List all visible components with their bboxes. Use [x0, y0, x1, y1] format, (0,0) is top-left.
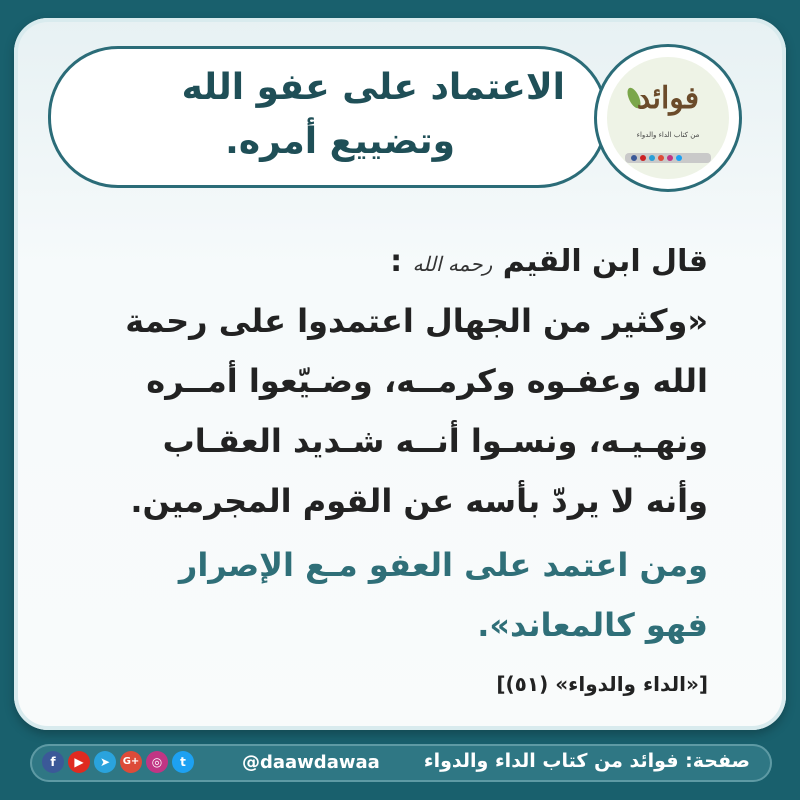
logo	[594, 44, 742, 192]
footer-bar	[30, 744, 772, 782]
social-handle[interactable]: @daawdawaa	[242, 752, 380, 773]
quote-line-2: الله وعفـوه وكرمــه، وضـيّعوا أمــره	[146, 362, 708, 400]
twitter-icon[interactable]: t	[172, 751, 194, 773]
honorific: رحمه الله	[412, 252, 493, 276]
quote-intro-colon: :	[390, 244, 403, 279]
quote-intro-text: قال ابن القيم	[502, 244, 708, 279]
title-line-2: وتضييع أمره.	[225, 121, 455, 162]
telegram-icon[interactable]: ➤	[94, 751, 116, 773]
logo-word: فوائد	[636, 81, 700, 116]
google-plus-icon[interactable]: G+	[120, 751, 142, 773]
footer-page-title: صفحة: فوائد من كتاب الداء والدواء	[423, 750, 750, 772]
logo-subtitle: من كتاب الداء والدواء	[636, 131, 700, 139]
quote-intro	[68, 244, 708, 279]
title-banner	[48, 46, 608, 188]
quote-line-4: وأنه لا يردّ بأسه عن القوم المجرمين.	[130, 482, 708, 520]
quote-line-1: «وكثير من الجهال اعتمدوا على رحمة	[125, 302, 708, 340]
title-line-1: الاعتماد على عفو الله	[181, 67, 565, 108]
facebook-icon[interactable]: f	[42, 751, 64, 773]
instagram-icon[interactable]: ◎	[146, 751, 168, 773]
quote-line-3: ونهـيـه، ونسـوا أنــه شـديد العقـاب	[162, 422, 708, 460]
quote-line-6: فهو كالمعاند».	[477, 606, 708, 644]
youtube-icon[interactable]: ▶	[68, 751, 90, 773]
source-citation: [«الداء والدواء» (٥١)]	[496, 672, 708, 696]
quote-line-5: ومن اعتمد على العفو مـع الإصرار	[178, 546, 708, 584]
